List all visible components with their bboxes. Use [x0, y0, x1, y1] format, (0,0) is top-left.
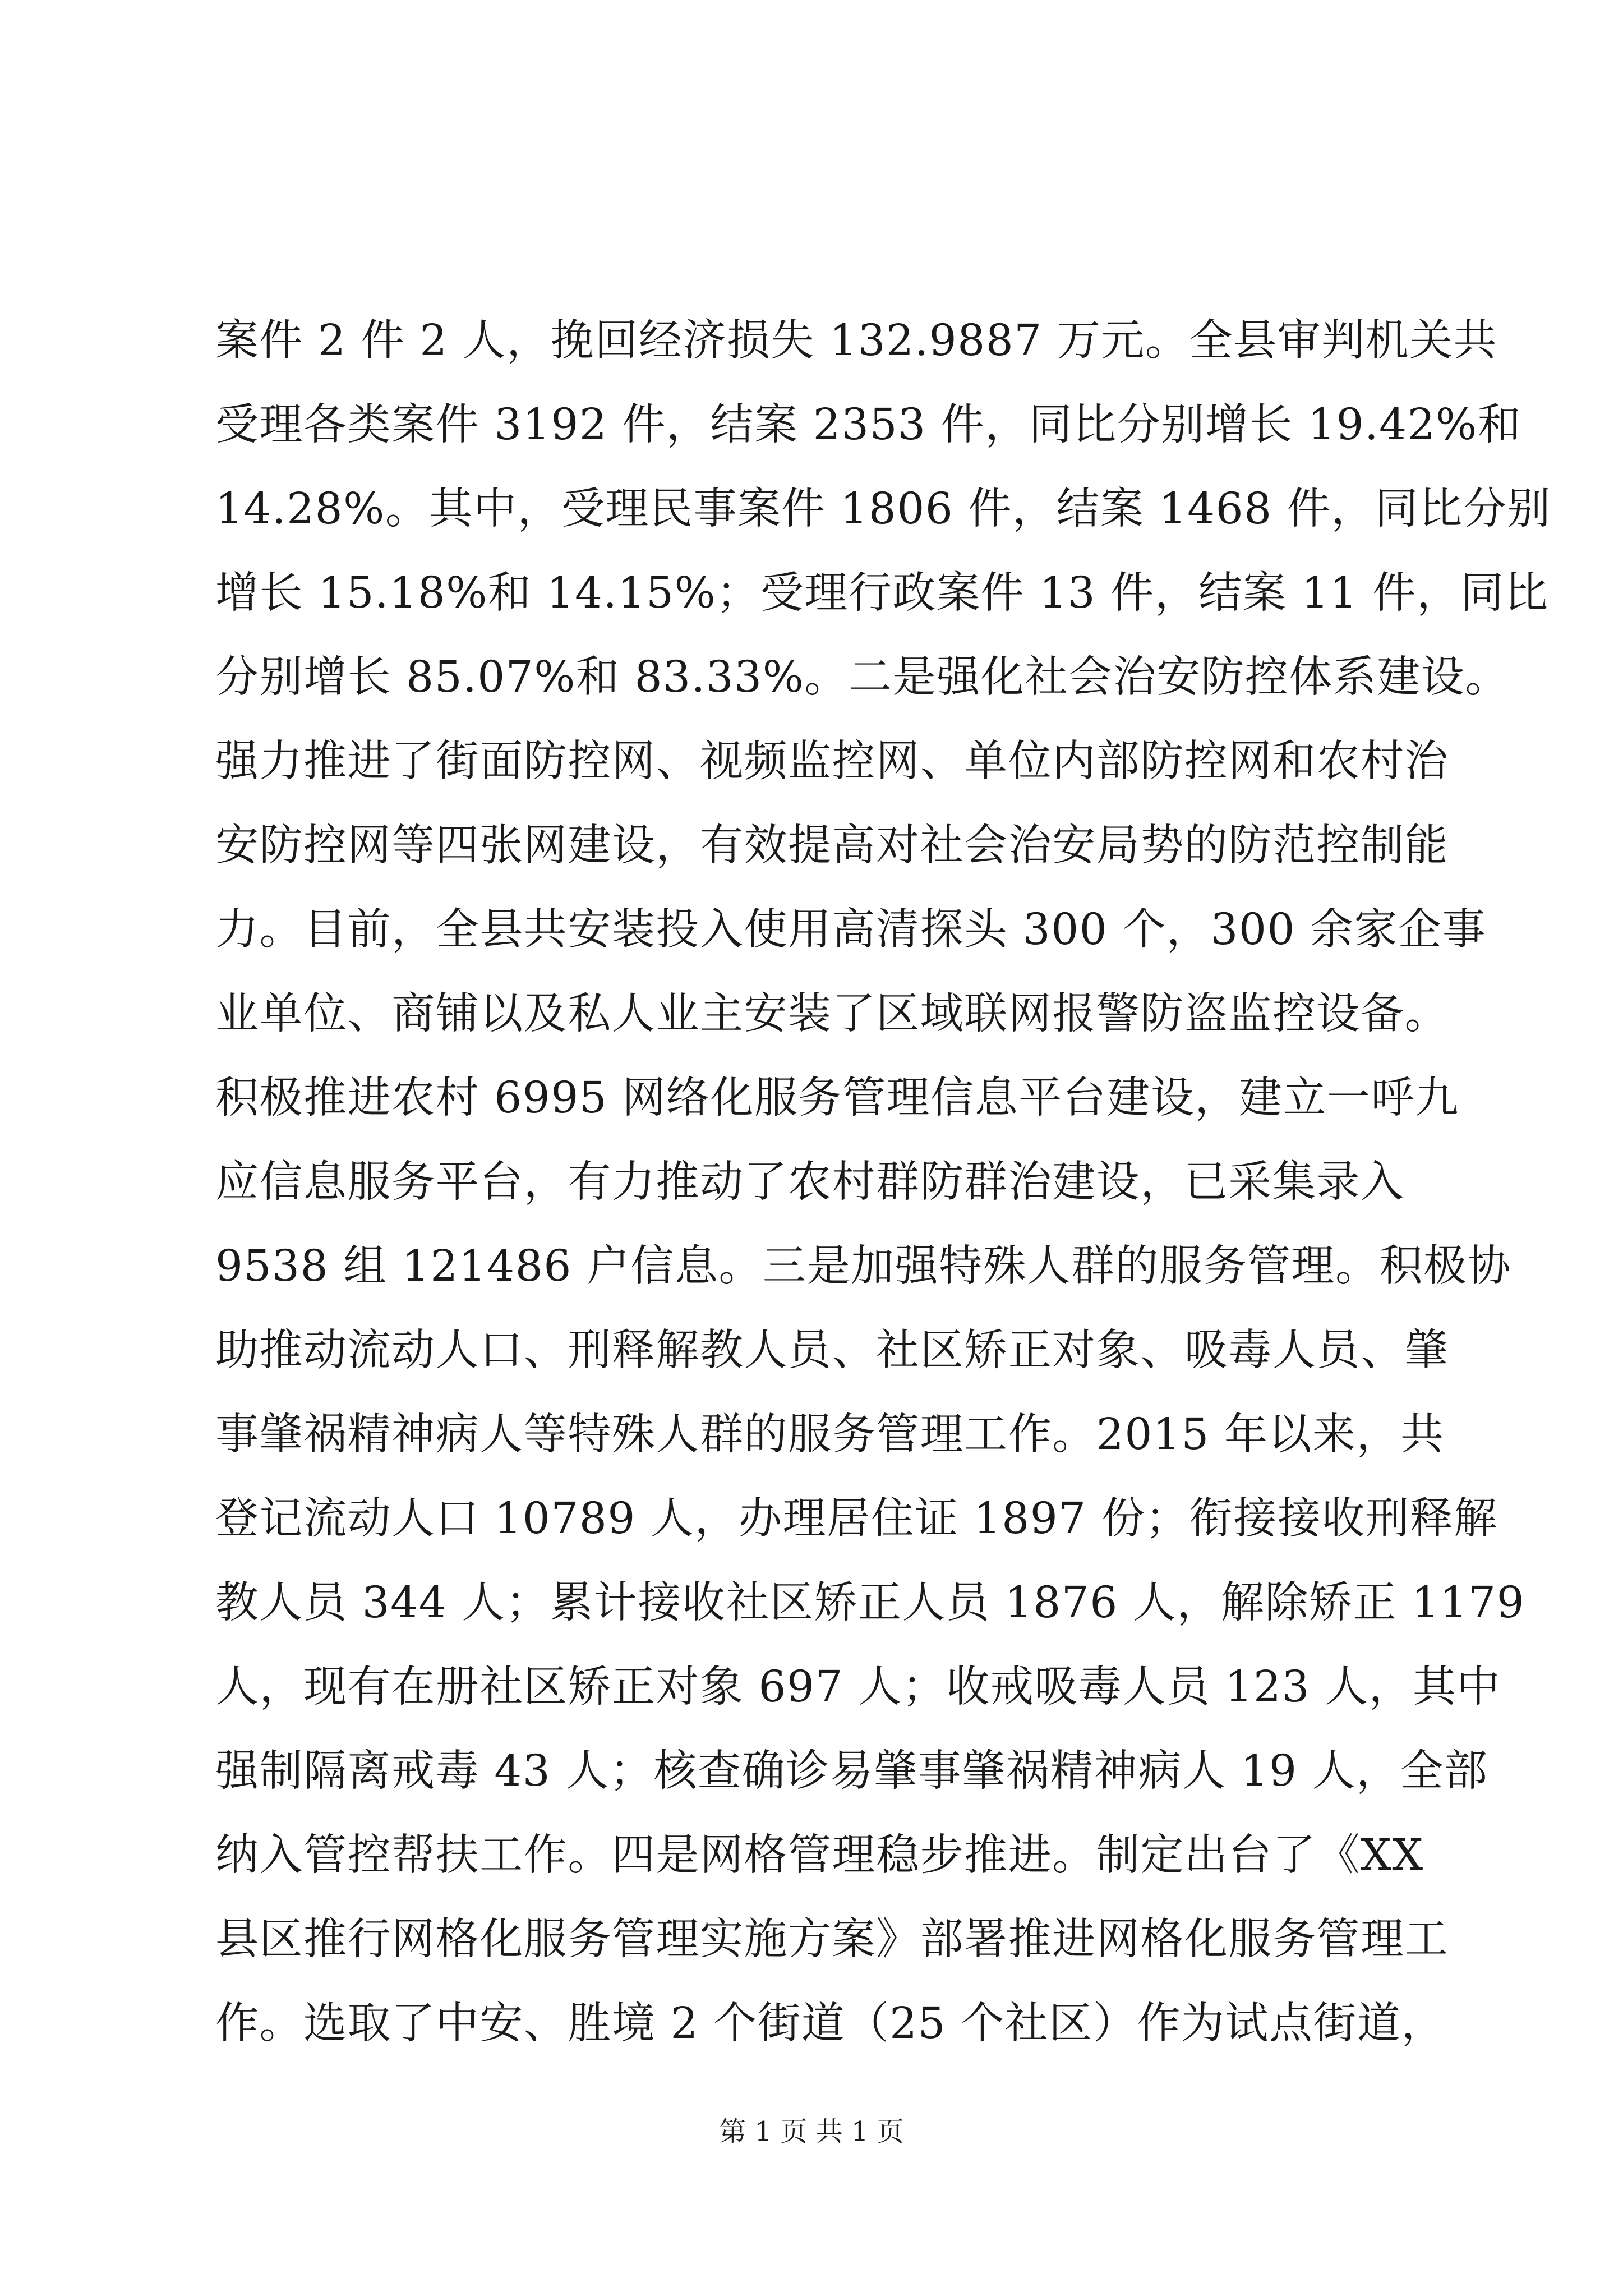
text-line: 力。目前，全县共安装投入使用高清探头 300 个，300 余家企事	[215, 905, 1487, 955]
text-line: 纳入管控帮扶工作。四是网格管理稳步推进。制定出台了《XX	[215, 1830, 1424, 1880]
text-line: 增长 15.18%和 14.15%；受理行政案件 13 件，结案 11 件，同比	[215, 568, 1549, 618]
page-footer: 第 1 页 共 1 页	[719, 2116, 904, 2147]
text-line: 受理各类案件 3192 件，结案 2353 件，同比分别增长 19.42%和	[215, 400, 1522, 450]
text-line: 作。选取了中安、胜境 2 个街道（25 个社区）作为试点街道，	[215, 1999, 1446, 2049]
text-line: 强力推进了街面防控网、视频监控网、单位内部防控网和农村治	[215, 737, 1449, 786]
text-line: 人，现有在册社区矫正对象 697 人；收戒吸毒人员 123 人，其中	[215, 1662, 1501, 1712]
text-line: 县区推行网格化服务管理实施方案》部署推进网格化服务管理工	[215, 1915, 1449, 1964]
text-line: 教人员 344 人；累计接收社区矫正人员 1876 人，解除矫正 1179	[215, 1578, 1525, 1628]
text-line: 安防控网等四张网建设，有效提高对社会治安局势的防范控制能	[215, 821, 1449, 871]
text-line: 助推动流动人口、刑释解教人员、社区矫正对象、吸毒人员、肇	[215, 1326, 1449, 1375]
text-line: 强制隔离戒毒 43 人；核查确诊易肇事肇祸精神病人 19 人，全部	[215, 1746, 1488, 1796]
text-line: 登记流动人口 10789 人，办理居住证 1897 份；衔接接收刑释解	[215, 1494, 1498, 1544]
text-line: 应信息服务平台，有力推动了农村群防群治建设，已采集录入	[215, 1157, 1405, 1207]
text-line: 业单位、商铺以及私人业主安装了区域联网报警防盗监控设备。	[215, 989, 1449, 1039]
text-line: 事肇祸精神病人等特殊人群的服务管理工作。2015 年以来，共	[215, 1410, 1445, 1460]
text-line: 分别增长 85.07%和 83.33%。二是强化社会治安防控体系建设。	[215, 652, 1510, 702]
text-line: 14.28%。其中，受理民事案件 1806 件，结案 1468 件，同比分别	[215, 484, 1551, 534]
text-line: 案件 2 件 2 人，挽回经济损失 132.9887 万元。全县审判机关共	[215, 316, 1498, 366]
text-line: 积极推进农村 6995 网络化服务管理信息平台建设，建立一呼九	[215, 1073, 1459, 1123]
text-line: 9538 组 121486 户信息。三是加强特殊人群的服务管理。积极协	[215, 1241, 1512, 1291]
